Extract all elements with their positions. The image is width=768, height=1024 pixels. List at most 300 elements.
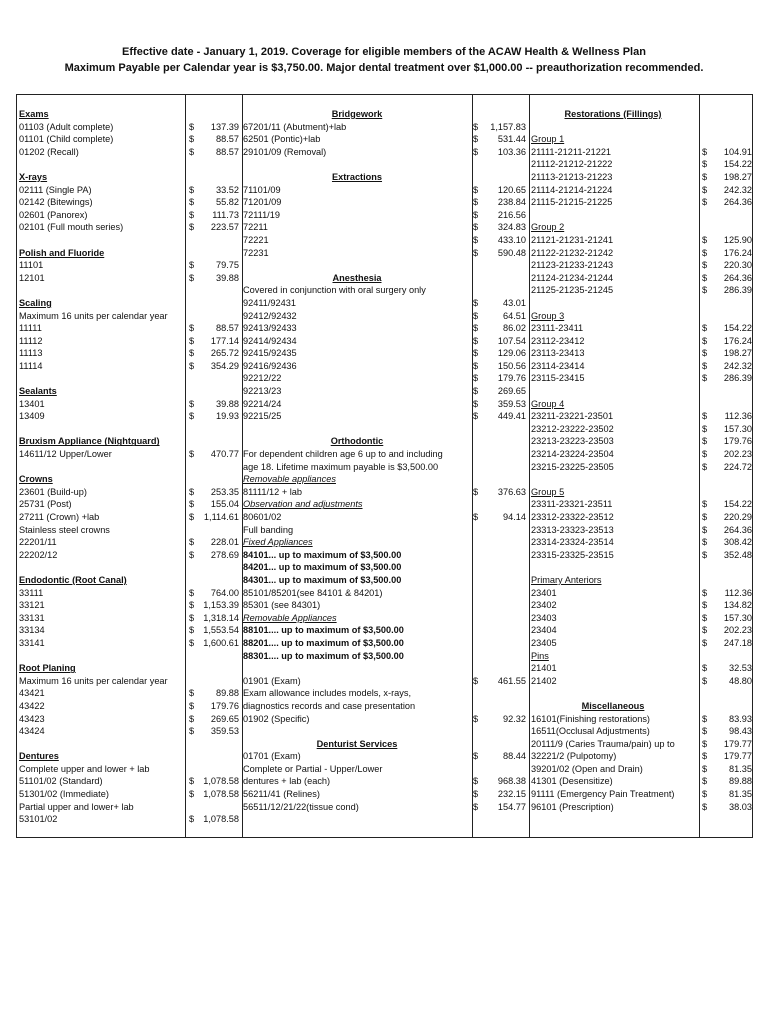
dollar-sign: $ — [702, 499, 708, 510]
table-row — [17, 700, 752, 713]
table-row — [17, 398, 752, 411]
procedure-cell: 21113-21213-21223 — [531, 171, 613, 182]
dollar-sign: $ — [702, 285, 708, 296]
section-heading: Crowns — [19, 474, 53, 485]
dollar-sign: $ — [702, 776, 708, 787]
procedure-cell: Partial upper and lower+ lab — [19, 801, 134, 812]
dollar-sign: $ — [473, 801, 479, 812]
table-row — [17, 385, 752, 398]
fee-value: 324.83 — [497, 222, 526, 233]
table-row — [17, 687, 752, 700]
dollar-sign: $ — [702, 600, 708, 611]
dollar-sign: $ — [189, 449, 195, 460]
procedure-cell: 02601 (Panorex) — [19, 209, 88, 220]
dollar-sign: $ — [473, 789, 479, 800]
procedure-cell: 33131 — [19, 612, 45, 623]
section-heading: Restorations (Fillings) — [564, 109, 662, 119]
procedure-cell: 21121-21231-21241 — [531, 234, 614, 245]
procedure-cell: 91111 (Emergency Pain Treatment) — [531, 789, 675, 800]
dollar-sign: $ — [189, 146, 195, 157]
dollar-sign: $ — [473, 146, 479, 157]
fee-value: 764.00 — [210, 587, 239, 598]
procedure-cell: 71101/09 — [243, 184, 281, 195]
fee-value: 286.39 — [723, 373, 752, 384]
table-row — [17, 108, 752, 121]
procedure-cell: 01902 (Specific) — [243, 713, 310, 724]
dollar-sign: $ — [702, 663, 708, 674]
dollar-sign: $ — [473, 360, 479, 371]
dollar-sign: $ — [702, 348, 708, 359]
fee-value: 1,078.58 — [203, 814, 239, 825]
table-row — [17, 511, 752, 524]
procedure-cell: 41301 (Desensitize) — [531, 776, 613, 787]
dollar-sign: $ — [189, 688, 195, 699]
procedure-cell: 23404 — [531, 625, 557, 636]
table-row — [17, 624, 752, 637]
fee-value: 232.15 — [497, 789, 526, 800]
header-maximum-line: Maximum Payable per Calendar year is $3,750.00. Major dental treatment over $1,000.00 -- preauthorization recommended. — [64, 62, 704, 74]
dollar-sign: $ — [702, 713, 708, 724]
fee-value: 89.88 — [216, 688, 239, 699]
fee-value: 265.72 — [210, 348, 239, 359]
table-row — [17, 435, 752, 448]
fee-value: 103.36 — [497, 146, 526, 157]
procedure-cell: 51101/02 (Standard) — [19, 776, 103, 787]
dollar-sign: $ — [473, 222, 479, 233]
table-row — [17, 234, 752, 247]
dollar-sign: $ — [702, 537, 708, 548]
dollar-sign: $ — [189, 776, 195, 787]
fee-value: 176.24 — [723, 247, 752, 258]
section-heading: X-rays — [19, 171, 48, 182]
procedure-cell: 88101.... up to maximum of $3,500.00 — [243, 625, 404, 636]
procedure-cell: Fixed Appliances — [243, 537, 313, 548]
dollar-sign: $ — [189, 134, 195, 145]
dollar-sign: $ — [473, 675, 479, 686]
table-row — [17, 247, 752, 260]
dollar-sign: $ — [473, 209, 479, 220]
procedure-cell: 11114 — [19, 360, 43, 371]
table-row — [17, 473, 752, 486]
dollar-sign: $ — [702, 323, 708, 334]
procedure-cell: 23212-23222-23502 — [531, 423, 614, 434]
dollar-sign: $ — [702, 675, 708, 686]
procedure-cell: 67201/11 (Abutment)+lab — [243, 121, 347, 132]
section-heading: Dentures — [19, 751, 59, 762]
dollar-sign: $ — [189, 637, 195, 648]
dollar-sign: $ — [189, 411, 195, 422]
procedure-cell: 92212/22 — [243, 373, 282, 384]
dollar-sign: $ — [189, 789, 195, 800]
procedure-cell: 23314-23324-23514 — [531, 537, 614, 548]
dollar-sign: $ — [702, 247, 708, 258]
table-row — [17, 272, 752, 285]
section-heading: Extractions — [331, 171, 383, 182]
fee-value: 179.76 — [723, 436, 752, 447]
fee-value: 81.35 — [729, 789, 752, 800]
fee-value: 111.73 — [212, 209, 239, 220]
dollar-sign: $ — [473, 713, 479, 724]
dollar-sign: $ — [473, 386, 479, 397]
dollar-sign: $ — [702, 524, 708, 535]
fee-value: 79.75 — [216, 260, 239, 271]
dollar-sign: $ — [189, 184, 195, 195]
procedure-cell: Group 1 — [531, 134, 565, 145]
fee-value: 88.57 — [216, 134, 239, 145]
fee-value: 264.36 — [723, 524, 752, 535]
procedure-cell: 92214/24 — [243, 398, 282, 409]
table-row — [17, 801, 752, 814]
fee-value: 154.22 — [723, 323, 752, 334]
fee-value: 179.76 — [497, 373, 526, 384]
procedure-cell: 92414/92434 — [243, 335, 297, 346]
fee-value: 32.53 — [729, 663, 752, 674]
dollar-sign: $ — [473, 486, 479, 497]
procedure-cell: 72211 — [243, 222, 268, 233]
fee-value: 81.35 — [729, 763, 752, 774]
dollar-sign: $ — [473, 335, 479, 346]
procedure-cell: 11111 — [19, 323, 42, 334]
procedure-cell: Complete or Partial - Upper/Lower — [243, 763, 383, 774]
procedure-cell: 92415/92435 — [243, 348, 297, 359]
procedure-cell: 12101 — [19, 272, 45, 283]
table-row — [17, 763, 752, 776]
fee-value: 242.32 — [723, 360, 752, 371]
fee-value: 1,553.54 — [203, 625, 239, 636]
procedure-cell: 23403 — [531, 612, 557, 623]
dollar-sign: $ — [702, 360, 708, 371]
dollar-sign: $ — [189, 600, 195, 611]
fee-value: 376.63 — [497, 486, 526, 497]
dollar-sign: $ — [189, 814, 195, 825]
section-heading: Miscellaneous — [581, 700, 645, 711]
dollar-sign: $ — [702, 449, 708, 460]
fee-value: 104.91 — [723, 146, 752, 157]
procedure-cell: 84201... up to maximum of $3,500.00 — [243, 562, 402, 573]
fee-value: 449.41 — [497, 411, 526, 422]
fee-value: 1,157.83 — [490, 121, 526, 132]
fee-value: 1,114.61 — [203, 512, 239, 522]
dollar-sign: $ — [702, 423, 708, 434]
dollar-sign: $ — [189, 360, 195, 371]
table-row — [17, 310, 752, 323]
fee-value: 590.48 — [497, 247, 526, 258]
fee-value: 150.56 — [497, 360, 526, 371]
fee-value: 64.51 — [503, 310, 526, 321]
procedure-cell: 23211-23221-23501 — [531, 411, 614, 422]
fee-value: 19.93 — [216, 411, 239, 422]
dollar-sign: $ — [702, 197, 708, 208]
procedure-cell: 21122-21232-21242 — [531, 247, 614, 258]
procedure-cell: 23111-23411 — [531, 323, 584, 334]
dollar-sign: $ — [473, 323, 479, 334]
table-row — [17, 725, 752, 738]
procedure-cell: 23401 — [531, 587, 557, 598]
procedure-cell: 32221/2 (Pulpotomy) — [531, 751, 617, 762]
fee-value: 242.32 — [723, 184, 752, 195]
procedure-cell: 62501 (Pontic)+lab — [243, 134, 321, 145]
section-heading: Anesthesia — [332, 272, 382, 283]
dollar-sign: $ — [702, 726, 708, 737]
dollar-sign: $ — [702, 335, 708, 346]
table-row — [17, 536, 752, 549]
table-row — [17, 322, 752, 335]
procedure-cell: Full banding — [243, 524, 294, 535]
table-row — [17, 171, 752, 184]
dollar-sign: $ — [473, 134, 479, 145]
section-heading: Bridgework — [331, 109, 383, 119]
table-row — [17, 637, 752, 650]
fee-value: 38.03 — [729, 801, 752, 812]
dollar-sign: $ — [473, 184, 479, 195]
fee-value: 264.36 — [723, 197, 752, 208]
dollar-sign: $ — [189, 197, 195, 208]
procedure-cell: Group 5 — [531, 486, 565, 497]
fee-value: 247.18 — [723, 637, 752, 648]
table-row — [17, 713, 752, 726]
fee-value: 269.65 — [210, 713, 239, 724]
fee-value: 433.10 — [497, 234, 526, 245]
procedure-cell: 21123-21233-21243 — [531, 260, 614, 271]
procedure-cell: diagnostics records and case presentation — [243, 700, 416, 711]
fee-value: 55.82 — [216, 197, 239, 208]
fee-value: 202.23 — [723, 449, 752, 460]
fee-value: 157.30 — [723, 423, 752, 434]
fee-value: 470.77 — [210, 449, 239, 460]
dollar-sign: $ — [702, 637, 708, 648]
dollar-sign: $ — [702, 751, 708, 762]
table-row — [17, 146, 752, 159]
fee-value: 157.30 — [723, 612, 752, 623]
fee-value: 359.53 — [210, 726, 239, 737]
fee-value: 269.65 — [497, 386, 526, 397]
procedure-cell: 01202 (Recall) — [19, 146, 79, 157]
procedure-cell: 02111 (Single PA) — [19, 184, 92, 195]
procedure-cell: 92413/92433 — [243, 323, 297, 334]
fee-value: 39.88 — [216, 272, 239, 283]
procedure-cell: 33141 — [19, 637, 45, 648]
table-row — [17, 347, 752, 360]
dollar-sign: $ — [189, 398, 195, 409]
procedure-cell: 23601 (Build-up) — [19, 486, 87, 497]
fee-schedule-table — [16, 94, 753, 838]
procedure-cell: 29101/09 (Removal) — [243, 146, 327, 157]
procedure-cell: 39201/02 (Open and Drain) — [531, 763, 643, 774]
procedure-cell: 96101 (Prescription) — [531, 801, 614, 812]
fee-value: 88.57 — [216, 323, 239, 334]
procedure-cell: 01103 (Adult complete) — [19, 121, 114, 132]
dollar-sign: $ — [702, 801, 708, 812]
dollar-sign: $ — [189, 726, 195, 737]
table-row — [17, 599, 752, 612]
dollar-sign: $ — [473, 373, 479, 384]
procedure-cell: 72111/19 — [243, 209, 280, 220]
fee-value: 220.30 — [723, 260, 752, 271]
table-row — [17, 650, 752, 663]
dollar-sign: $ — [702, 436, 708, 447]
procedure-cell: 92215/25 — [243, 411, 282, 422]
procedure-cell: 21125-21235-21245 — [531, 285, 614, 296]
table-row — [17, 524, 752, 537]
dollar-sign: $ — [702, 272, 708, 283]
table-row — [17, 662, 752, 675]
dollar-sign: $ — [702, 587, 708, 598]
fee-value: 216.56 — [497, 209, 526, 220]
procedure-cell: 13401 — [19, 398, 45, 409]
procedure-cell: 23215-23225-23505 — [531, 461, 614, 472]
fee-value: 238.84 — [497, 197, 526, 208]
fee-rows — [17, 108, 752, 826]
fee-value: 177.14 — [210, 335, 239, 346]
fee-value: 198.27 — [723, 171, 752, 182]
table-row — [17, 423, 752, 436]
procedure-cell: Removable appliances — [243, 474, 336, 485]
fee-value: 176.24 — [723, 335, 752, 346]
procedure-cell: 71201/09 — [243, 197, 282, 208]
procedure-cell: For dependent children age 6 up to and including — [243, 449, 443, 460]
procedure-cell: Primary Anteriors — [531, 574, 602, 585]
procedure-cell: Observation and adjustments — [243, 499, 363, 510]
fee-value: 33.52 — [216, 184, 239, 195]
table-row — [17, 121, 752, 134]
procedure-cell: 13409 — [19, 411, 45, 422]
table-row — [17, 133, 752, 146]
table-row — [17, 184, 752, 197]
fee-value: 1,600.61 — [203, 637, 239, 648]
fee-value: 179.76 — [210, 700, 239, 711]
procedure-cell: 23115-23415 — [531, 373, 585, 384]
procedure-cell: 23112-23412 — [531, 335, 585, 346]
table-row — [17, 158, 752, 171]
procedure-cell: 21112-21212-21222 — [531, 159, 613, 170]
dollar-sign: $ — [702, 260, 708, 271]
table-row — [17, 750, 752, 763]
dollar-sign: $ — [189, 260, 195, 271]
procedure-cell: 21402 — [531, 675, 557, 686]
procedure-cell: Pins — [531, 650, 549, 661]
dollar-sign: $ — [189, 537, 195, 548]
fee-value: 112.36 — [724, 411, 752, 422]
fee-value: 228.01 — [210, 537, 239, 548]
section-heading: Exams — [19, 109, 49, 119]
fee-value: 88.57 — [216, 146, 239, 157]
dollar-sign: $ — [702, 146, 708, 157]
procedure-cell: 92411/92431 — [243, 297, 296, 308]
procedure-cell: 11101 — [19, 260, 44, 271]
procedure-cell: 56511/12/21/22(tissue cond) — [243, 801, 359, 812]
dollar-sign: $ — [702, 461, 708, 472]
procedure-cell: Removable Appliances — [243, 612, 337, 623]
fee-value: 223.57 — [210, 222, 239, 233]
dollar-sign: $ — [473, 297, 479, 308]
fee-value: 202.23 — [723, 625, 752, 636]
dollar-sign: $ — [702, 789, 708, 800]
section-heading: Endodontic (Root Canal) — [19, 574, 127, 585]
dollar-sign: $ — [702, 612, 708, 623]
procedure-cell: 01901 (Exam) — [243, 675, 301, 686]
dollar-sign: $ — [189, 486, 195, 497]
table-row — [17, 574, 752, 587]
dollar-sign: $ — [702, 159, 708, 170]
procedure-cell: 72221 — [243, 234, 269, 245]
procedure-cell: 53101/02 — [19, 814, 58, 825]
fee-value: 43.01 — [503, 297, 526, 308]
procedure-cell: 14611/12 Upper/Lower — [19, 449, 112, 460]
procedure-cell: 84101... up to maximum of $3,500.00 — [243, 549, 402, 560]
table-row — [17, 813, 752, 826]
fee-value: 253.35 — [210, 486, 239, 497]
dollar-sign: $ — [473, 247, 479, 258]
procedure-cell: 72231 — [243, 247, 269, 258]
section-heading: Scaling — [19, 297, 52, 308]
fee-value: 88.44 — [503, 751, 526, 762]
dollar-sign: $ — [189, 121, 195, 132]
procedure-cell: dentures + lab (each) — [243, 776, 331, 787]
procedure-cell: 01701 (Exam) — [243, 751, 301, 762]
table-row — [17, 461, 752, 474]
section-heading: Root Planing — [19, 663, 76, 674]
table-row — [17, 372, 752, 385]
dollar-sign: $ — [189, 323, 195, 334]
fee-value: 308.42 — [723, 537, 752, 548]
fee-value: 179.77 — [723, 751, 752, 762]
procedure-cell: 84301... up to maximum of $3,500.00 — [243, 574, 402, 585]
dollar-sign: $ — [473, 398, 479, 409]
table-row — [17, 196, 752, 209]
procedure-cell: 33111 — [19, 587, 44, 598]
dollar-sign: $ — [473, 121, 479, 132]
fee-value: 120.65 — [497, 184, 526, 195]
procedure-cell: 21115-21215-21225 — [531, 197, 613, 208]
procedure-cell: 01101 (Child complete) — [19, 134, 114, 145]
fee-value: 968.38 — [497, 776, 526, 787]
procedure-cell: 81111/12 + lab — [243, 486, 303, 497]
fee-value: 154.77 — [497, 801, 526, 812]
procedure-cell: 21124-21234-21244 — [531, 272, 614, 283]
dollar-sign: $ — [189, 625, 195, 636]
procedure-cell: 33121 — [19, 600, 45, 611]
procedure-cell: 25731 (Post) — [19, 499, 72, 510]
dollar-sign: $ — [702, 512, 708, 522]
fee-value: 1,078.58 — [203, 789, 239, 800]
table-row — [17, 587, 752, 600]
fee-value: 1,078.58 — [203, 776, 239, 787]
dollar-sign: $ — [473, 751, 479, 762]
procedure-cell: 27211 (Crown) +lab — [19, 512, 100, 522]
procedure-cell: 23402 — [531, 600, 557, 611]
dollar-sign: $ — [189, 348, 195, 359]
procedure-cell: 43421 — [19, 688, 45, 699]
table-row — [17, 284, 752, 297]
dollar-sign: $ — [473, 348, 479, 359]
procedure-cell: 23213-23223-23503 — [531, 436, 614, 447]
procedure-cell: 43422 — [19, 700, 45, 711]
procedure-cell: 88201.... up to maximum of $3,500.00 — [243, 637, 404, 648]
dollar-sign: $ — [473, 310, 479, 321]
fee-value: 94.14 — [503, 512, 526, 522]
dollar-sign: $ — [702, 738, 708, 749]
procedure-cell: 23113-23413 — [531, 348, 585, 359]
fee-value: 179.77 — [723, 738, 752, 749]
procedure-cell: 23311-23321-23511 — [531, 499, 613, 510]
procedure-cell: 02142 (Bitewings) — [19, 197, 93, 208]
procedure-cell: Complete upper and lower + lab — [19, 763, 150, 774]
procedure-cell: 33134 — [19, 625, 45, 636]
fee-value: 154.22 — [723, 159, 752, 170]
dollar-sign: $ — [189, 222, 195, 233]
procedure-cell: 20111/9 (Caries Trauma/pain) up to — [531, 738, 675, 749]
procedure-cell: 23315-23325-23515 — [531, 549, 614, 560]
